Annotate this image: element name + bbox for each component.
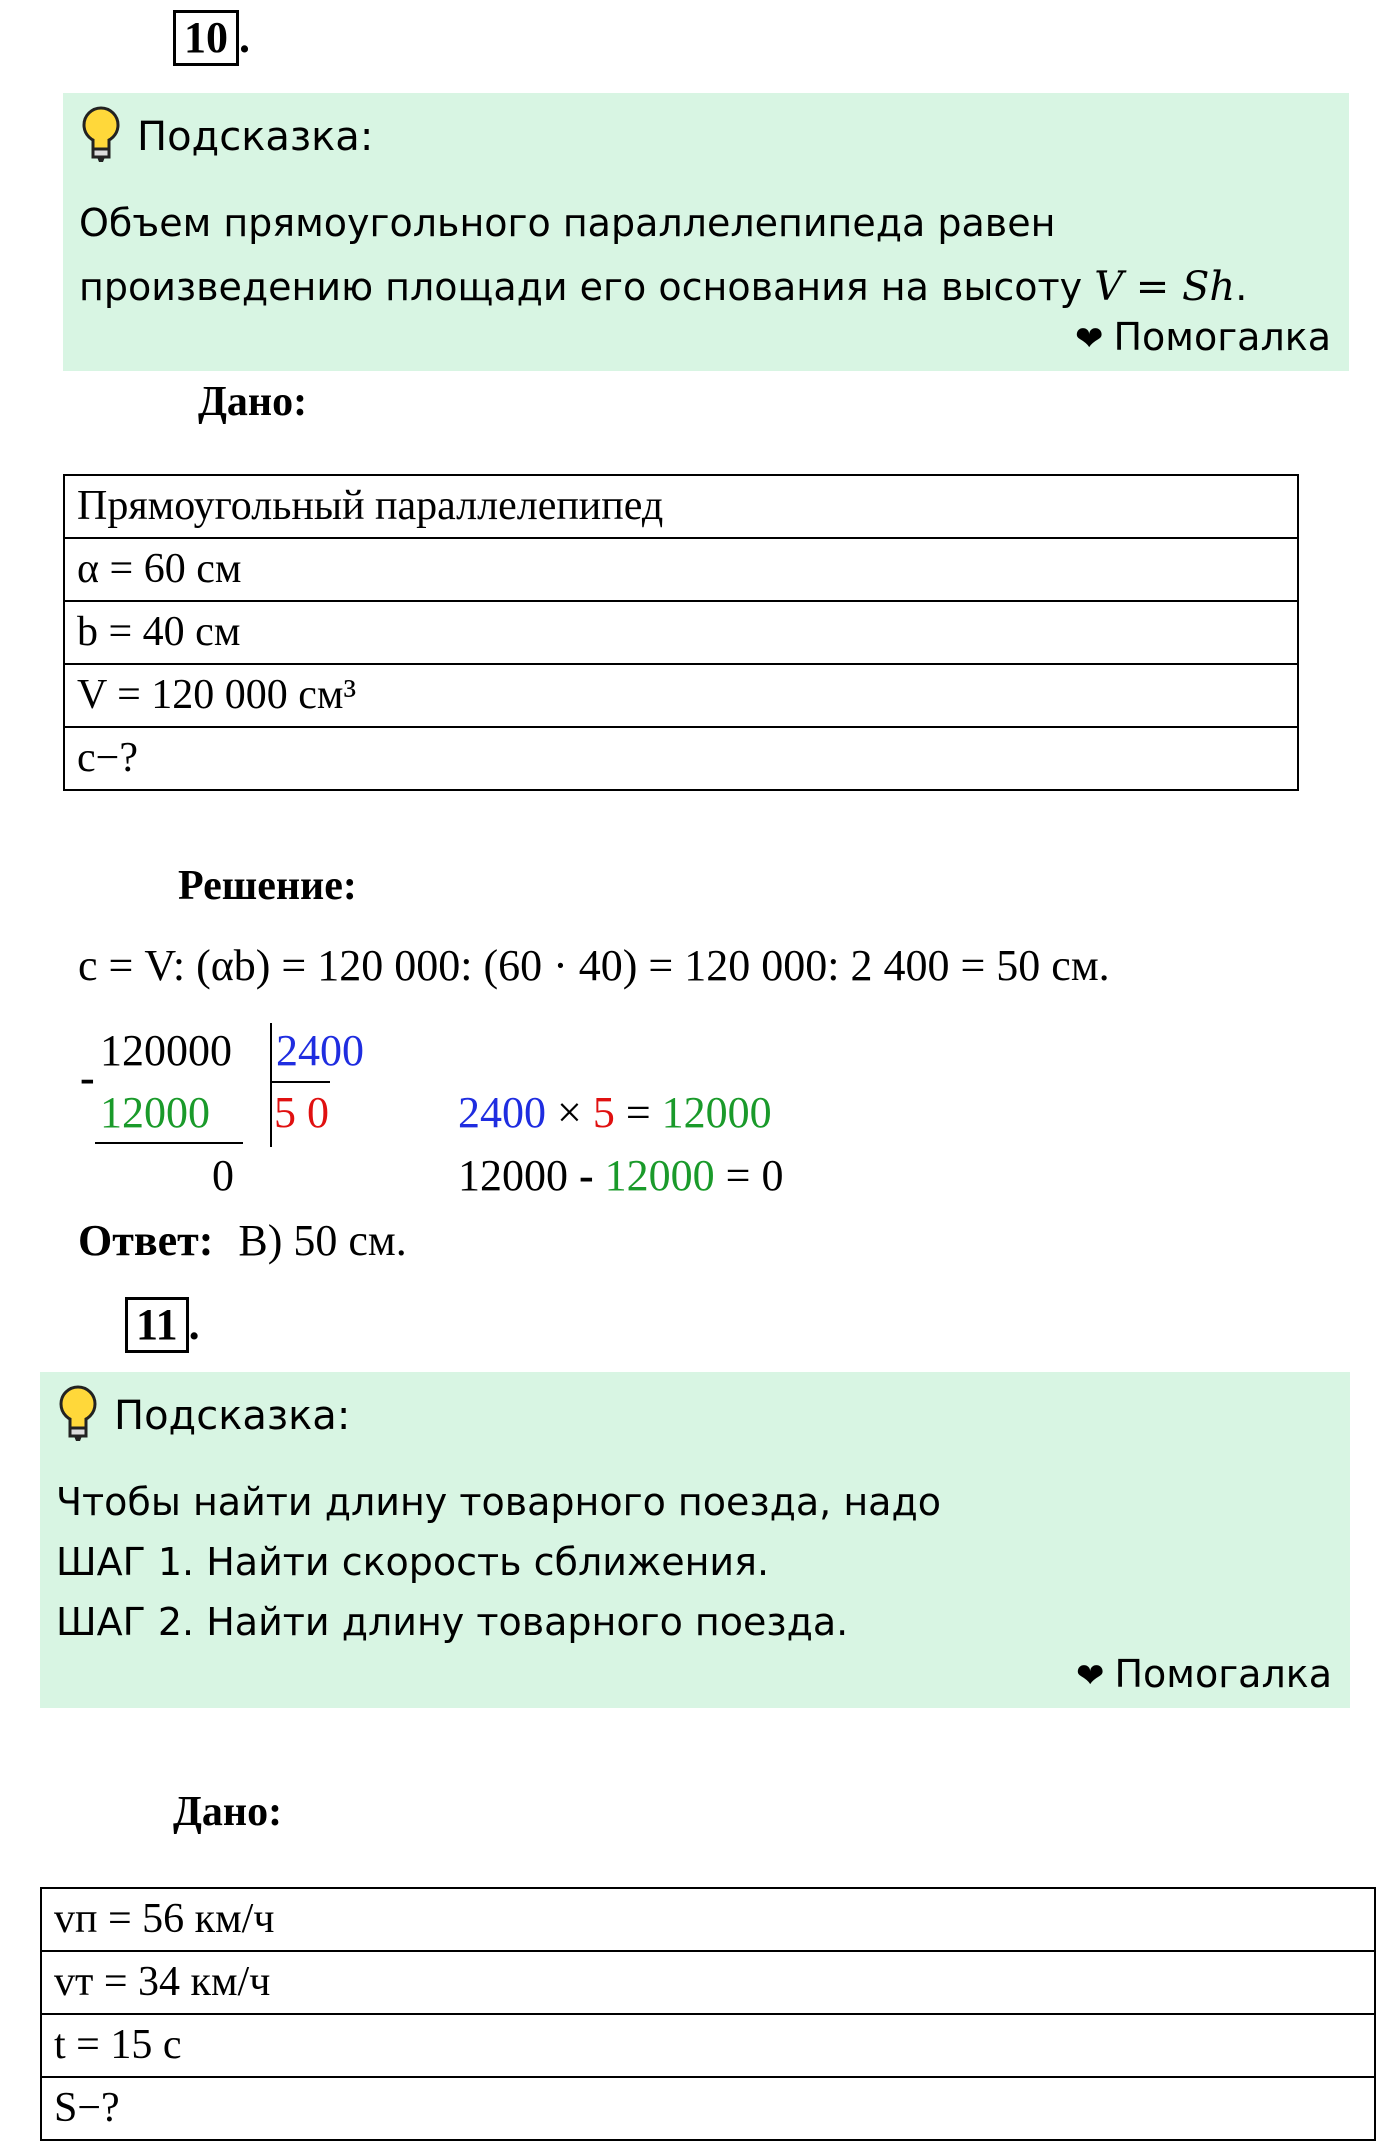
hint-line: Чтобы найти длину товарного поезда, надо: [56, 1480, 941, 1524]
heart-icon: ❤: [1074, 319, 1104, 359]
minus-sign: -: [80, 1053, 95, 1102]
hint-step: [56, 1532, 1326, 1592]
table-row: [64, 727, 1298, 790]
table-row: [64, 664, 1298, 727]
hint-header: [56, 1384, 350, 1447]
hint-header: [79, 105, 373, 168]
lightbulb-icon: [56, 1384, 100, 1447]
step-text: Найти скорость сближения.: [194, 1540, 770, 1584]
hint-line: [79, 257, 1329, 317]
divisor: 2400: [276, 1026, 364, 1075]
quotient: 5 0: [274, 1088, 329, 1137]
task-11-header: [125, 1297, 200, 1353]
subtraction-line: [95, 1142, 243, 1144]
table-row: [41, 1888, 1375, 1951]
answer: [78, 1215, 407, 1266]
heart-icon: ❤: [1075, 1656, 1105, 1696]
credit: [1075, 315, 1331, 359]
given-label: Дано:: [173, 1789, 283, 1835]
table-cell: с−?: [64, 727, 1298, 790]
table-cell: Прямоугольный параллелепипед: [64, 475, 1298, 538]
table-row: [64, 601, 1298, 664]
check-op: =: [614, 1088, 662, 1137]
check-value: 12000: [604, 1151, 715, 1200]
table-row: [64, 538, 1298, 601]
task-number-box: 10: [173, 10, 239, 66]
check-multiplication: [458, 1087, 772, 1138]
hint-body: [79, 193, 1329, 317]
check-subtraction: [458, 1150, 783, 1201]
check-value: 12000: [458, 1151, 568, 1200]
subtrahend: 12000: [100, 1088, 210, 1137]
given-table-task-11: [40, 1887, 1376, 2141]
table-row: [41, 1951, 1375, 2014]
check-value: 12000: [661, 1088, 772, 1137]
hint-line: Объем прямоугольного параллелепипеда равен: [79, 201, 1056, 245]
answer-value: В) 50 см.: [238, 1216, 407, 1265]
formula: V = Sh: [1094, 264, 1236, 310]
credit-label: Помогалка: [1113, 315, 1331, 359]
solution-formula: с = V: (αb) = 120 000: (60 · 40) = 120 000: 2 400 = 50 см.: [78, 941, 1110, 990]
task-10-header: [173, 10, 250, 66]
table-cell: V = 120 000 см³: [64, 664, 1298, 727]
step-label: ШАГ 1.: [56, 1540, 195, 1584]
credit: [1076, 1652, 1332, 1696]
check-value: 5: [592, 1088, 615, 1137]
task-number-dot: .: [239, 13, 250, 62]
task-number-box: 11: [125, 1297, 189, 1353]
dividend: 120000: [100, 1026, 232, 1075]
answer-label: Ответ:: [78, 1216, 214, 1265]
step-label: ШАГ 2.: [56, 1600, 195, 1644]
division-vertical-line: [270, 1023, 272, 1147]
table-row: [64, 475, 1298, 538]
credit-label: Помогалка: [1114, 1652, 1332, 1696]
hint-box-task-10: [63, 93, 1349, 371]
check-op: ×: [546, 1088, 593, 1137]
given-table-task-10: [63, 474, 1299, 791]
table-row: [41, 2077, 1375, 2140]
table-cell: vп = 56 км/ч: [41, 1888, 1375, 1951]
table-row: [41, 2014, 1375, 2077]
table-cell: S−?: [41, 2077, 1375, 2140]
hint-title: Подсказка:: [114, 1392, 351, 1439]
check-op: = 0: [714, 1151, 784, 1200]
step-text: Найти длину товарного поезда.: [194, 1600, 849, 1644]
hint-title: Подсказка:: [137, 113, 374, 160]
given-label: Дано:: [198, 379, 308, 425]
table-cell: vт = 34 км/ч: [41, 1951, 1375, 2014]
solution-label: Решение:: [178, 863, 357, 909]
hint-box-task-11: [40, 1372, 1350, 1708]
hint-line-text: произведению площади его основания на высоту: [79, 265, 1095, 309]
hint-line-end: .: [1235, 265, 1248, 309]
hint-body: [56, 1472, 1326, 1652]
check-op: -: [568, 1151, 605, 1200]
table-cell: t = 15 с: [41, 2014, 1375, 2077]
divisor-underline: [270, 1081, 330, 1083]
hint-step: [56, 1592, 1326, 1652]
remainder: 0: [212, 1151, 234, 1200]
check-value: 2400: [458, 1088, 546, 1137]
table-cell: b = 40 см: [64, 601, 1298, 664]
lightbulb-icon: [79, 105, 123, 168]
table-cell: α = 60 см: [64, 538, 1298, 601]
task-number-dot: .: [188, 1300, 200, 1349]
